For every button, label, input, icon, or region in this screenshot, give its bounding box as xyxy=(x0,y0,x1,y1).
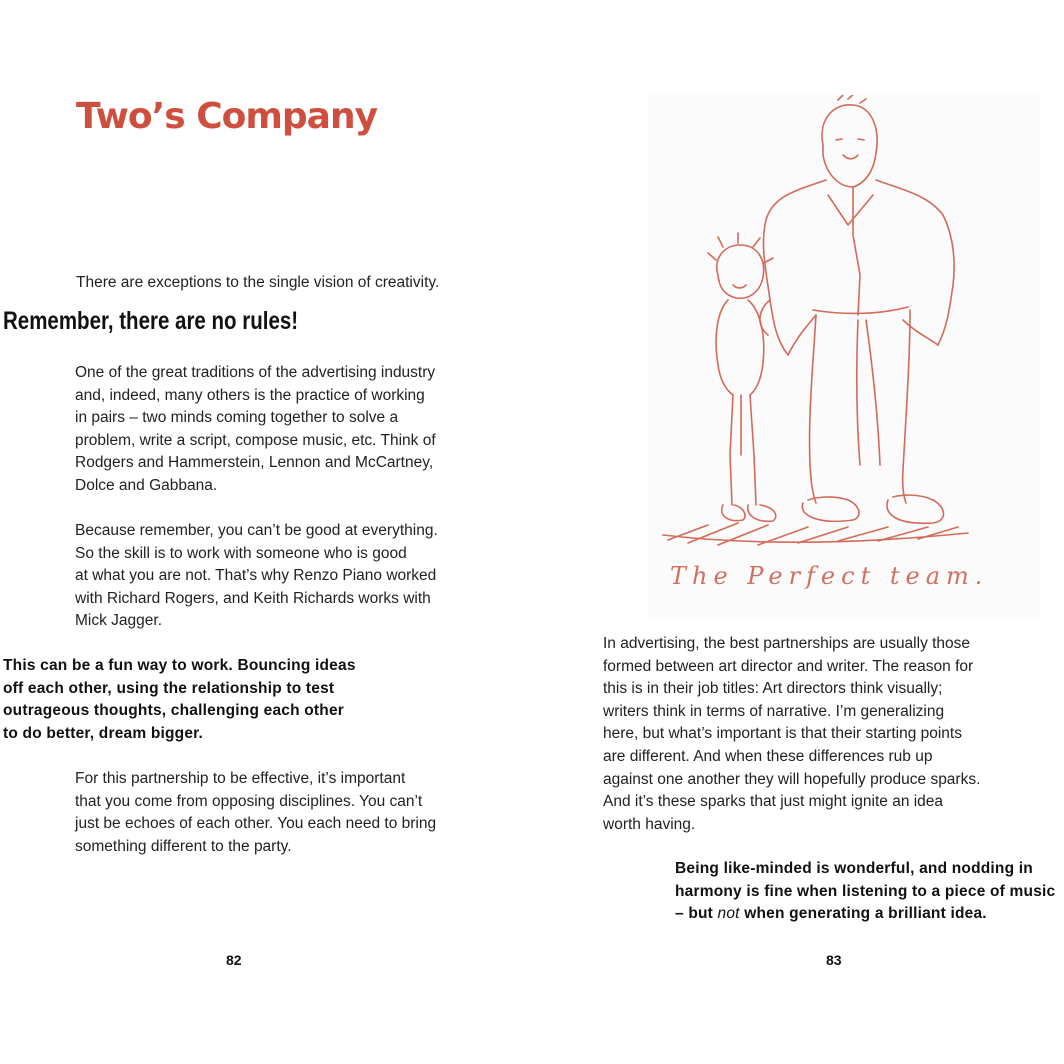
body-paragraph-1 xyxy=(75,362,436,498)
subheading: Remember, there are no rules! xyxy=(3,307,299,335)
text-line: at what you are not. That’s why Renzo Piano worked xyxy=(75,567,437,585)
pull-quote-left xyxy=(3,655,356,745)
text-fragment: – but xyxy=(675,905,718,923)
text-line: harmony is fine when listening to a piece of music xyxy=(675,882,1056,900)
text-line: with Richard Rogers, and Keith Richards works with xyxy=(75,589,431,607)
illustration-caption: The Perfect team. xyxy=(670,562,989,590)
text-line: Rodgers and Hammerstein, Lennon and McCartney, xyxy=(75,454,434,472)
text-line: just be echoes of each other. You each need to bring xyxy=(75,815,437,833)
body-paragraph-3 xyxy=(75,768,436,858)
body-paragraph-2 xyxy=(75,520,438,633)
text-fragment: when generating a brilliant idea. xyxy=(739,905,987,923)
text-line: For this partnership to be effective, it’s important xyxy=(75,770,406,787)
text-line xyxy=(675,903,1060,926)
text-line: formed between art director and writer. The reason for xyxy=(603,657,974,675)
text-line: are different. And when these differences rub up xyxy=(603,747,933,765)
text-line: that you come from opposing disciplines. You can’t xyxy=(75,792,423,810)
text-line: Because remember, you can’t be good at everything. xyxy=(75,522,438,539)
page-number-right: 83 xyxy=(826,952,842,968)
sketch-drawing xyxy=(648,95,1040,620)
pull-quote-right xyxy=(675,858,1060,926)
text-line: against one another they will hopefully produce sparks. xyxy=(603,770,981,788)
text-line: outrageous thoughts, challenging each other xyxy=(3,702,345,720)
perfect-team-illustration xyxy=(648,95,1040,620)
intro-text: There are exceptions to the single vision of creativity. xyxy=(76,274,440,291)
page-title: Two’s Company xyxy=(76,96,378,137)
text-line: off each other, using the relationship to test xyxy=(3,679,335,697)
text-line: worth having. xyxy=(603,815,696,833)
text-line: Being like-minded is wonderful, and nodding in xyxy=(675,860,1033,877)
text-line: problem, write a script, compose music, etc. Think of xyxy=(75,431,436,449)
text-line: writers think in terms of narrative. I’m generalizing xyxy=(603,702,945,720)
text-line: this is in their job titles: Art directors think visually; xyxy=(603,680,943,698)
emphasis-text: not xyxy=(717,905,740,923)
text-line: So the skill is to work with someone who is good xyxy=(75,544,407,562)
text-line: And it’s these sparks that just might ignite an idea xyxy=(603,793,944,811)
text-line: This can be a fun way to work. Bouncing ideas xyxy=(3,657,356,674)
text-line: In advertising, the best partnerships are usually those xyxy=(603,635,971,652)
text-line: in pairs – two minds coming together to solve a xyxy=(75,409,399,427)
text-line: Mick Jagger. xyxy=(75,612,163,630)
page-number-left: 82 xyxy=(226,952,242,968)
text-line: something different to the party. xyxy=(75,837,292,855)
text-line: One of the great traditions of the advertising industry xyxy=(75,364,436,381)
text-line: and, indeed, many others is the practice of working xyxy=(75,386,425,404)
text-line: here, but what’s important is that their starting points xyxy=(603,725,962,743)
body-paragraph-right xyxy=(603,633,980,836)
text-line: to do better, dream bigger. xyxy=(3,724,204,742)
text-line: Dolce and Gabbana. xyxy=(75,476,218,494)
